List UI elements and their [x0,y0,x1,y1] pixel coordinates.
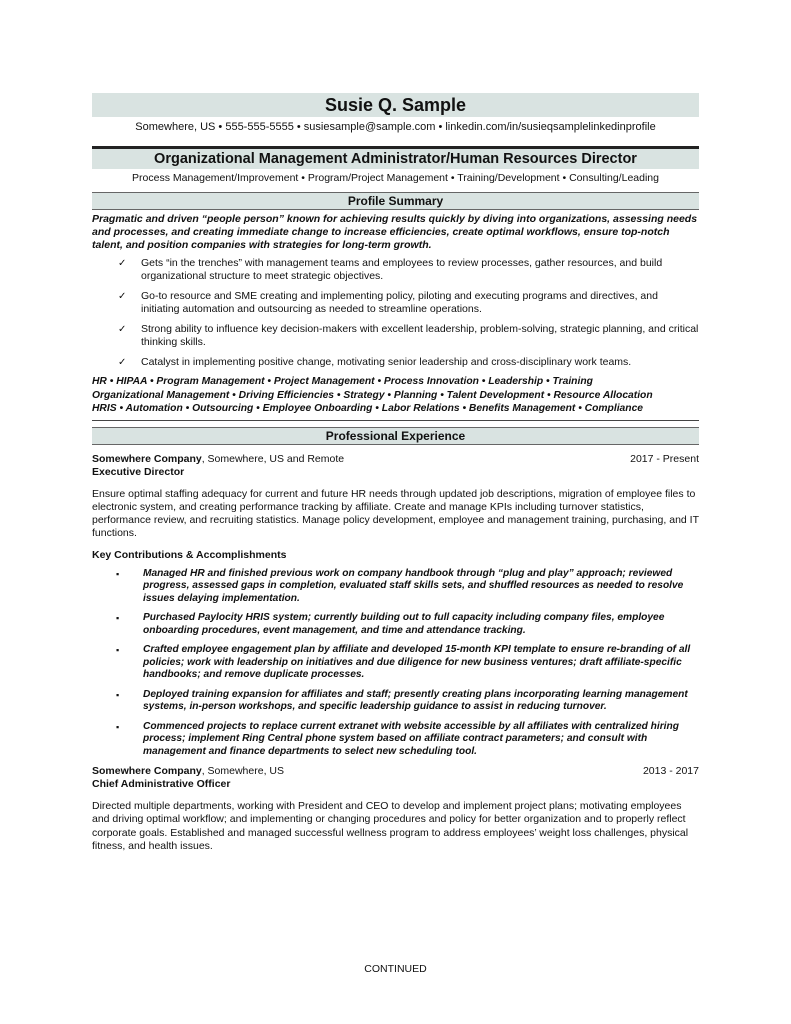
continued-footer: CONTINUED [364,963,427,975]
company-name: Somewhere Company [92,452,202,465]
checkmark-icon: ✓ [118,324,127,335]
highlight-text: Strong ability to influence key decision-makers with excellent leadership, problem-solving, strategic planning, and critical thinking skills. [141,323,699,348]
highlight-text: Gets “in the trenches” with management teams and employees to review processes, gather resources, and build organizational structure to meet strategic objectives. [141,257,663,282]
contact-line: Somewhere, US • 555-555-5555 • susiesample@sample.com • linkedin.com/in/susieqsamplelinkedinprofile [135,121,656,133]
highlight-item [92,257,699,283]
bullet-icon: ▪ [116,645,120,656]
contribution-item [92,568,699,606]
checkmark-icon: ✓ [118,258,127,269]
section-heading-experience: Professional Experience [92,427,699,445]
profile-intro: Pragmatic and driven “people person” known for achieving results quickly by diving into organizations, assessing needs and processes, and creating immediate change to increase efficiencies, create optimal workflows, ensure top-notch talent, and position companies with strategies for long-term growth. [92,213,698,251]
company-location: , Somewhere, US [201,765,284,778]
highlight-text: Go-to resource and SME creating and implementing policy, piloting and executing programs and directives, and initiating automation and outsourcing as needed to streamline operations. [141,290,658,315]
contribution-item [92,721,699,759]
job-header [92,765,699,778]
keyword-line: HRIS • Automation • Outsourcing • Employee Onboarding • Labor Relations • Benefits Management • Compliance [92,403,644,414]
bullet-icon: ▪ [116,568,120,579]
job-header [92,453,699,466]
highlight-item [92,323,699,349]
profile-highlights [92,257,699,369]
contribution-text: Crafted employee engagement plan by affiliate and developed 15-month KPI template to ensure re-branding of all policies; work with leadership on initiatives and due diligence for new business ventures; draft affiliate-specific handbooks; and remove duplicate processes. [143,644,691,681]
candidate-name: Susie Q. Sample [92,93,699,117]
company-name: Somewhere Company [92,765,202,778]
job-description: Ensure optimal staffing adequacy for current and future HR needs through updated job descriptions, migration of employee files to electronic system, and creating performance tracking by affiliate. Create and manage KPIs including turnover statistics, performance review, and recruiting statistics. Manage policy development, employee and management training, purchasing, and IT functions. [92,487,699,540]
contribution-text: Deployed training expansion for affiliates and staff; presently creating plans incorporating learning management systems, in-person workshops, and specific leadership guidance to assist in reducing turnover. [143,688,688,713]
highlight-item [92,356,699,369]
contribution-item [92,612,699,637]
contribution-item [92,644,699,682]
contributions-heading: Key Contributions & Accomplishments [92,548,287,561]
contribution-item [92,689,699,714]
contribution-text: Purchased Paylocity HRIS system; currently building out to full capacity including company files, employee onboarding procedures, event management, and time and attendance tracking. [143,612,665,636]
specialties-line: Process Management/Improvement • Program/Project Management • Training/Development • Consulting/Leading [132,172,659,184]
job-employer [92,453,344,466]
section-heading-profile: Profile Summary [92,192,699,210]
job-title: Executive Director [92,465,185,478]
company-location: , Somewhere, US and Remote [201,452,345,465]
highlight-item [92,290,699,316]
contribution-text: Managed HR and finished previous work on company handbook through “plug and play” approach; reviewed progress, assessed gaps in completion, evaluated staff skills sets, and shuffled resources as needed to resolve issues delaying implementation. [143,567,684,604]
job-dates: 2017 - Present [630,452,699,465]
job-title: Chief Administrative Officer [92,778,231,791]
keyword-line: Organizational Management • Driving Efficiencies • Strategy • Planning • Talent Development • Resource Allocation [92,389,653,401]
job-employer [92,765,284,778]
keyword-line: HR • HIPAA • Program Management • Project Management • Process Innovation • Leadership • Training [92,376,593,387]
section-divider [92,420,699,421]
checkmark-icon: ✓ [118,291,127,302]
bullet-icon: ▪ [116,613,120,624]
job-description: Directed multiple departments, working with President and CEO to develop and implement project plans; motivating employees and driving optimal workflow; and implementing or changing procedures and policy for better organization and to properly reflect corporate goals. Established and managed successful wellness program to address employees’ weight loss challenges, physical fitness, and health issues. [92,800,689,853]
keyword-block [92,375,699,416]
contributions-list [92,568,699,759]
checkmark-icon: ✓ [118,357,127,368]
job-dates: 2013 - 2017 [642,765,699,778]
professional-title: Organizational Management Administrator/Human Resources Director [92,146,699,169]
resume-content [92,93,699,853]
contribution-text: Commenced projects to replace current extranet with website accessible by all affiliates with centralized hiring process; implement Ring Central phone system based on affiliate contract parameters; and consult with management and finance departments to select new scheduling tool. [143,720,679,757]
bullet-icon: ▪ [116,721,120,732]
bullet-icon: ▪ [116,689,120,700]
highlight-text: Catalyst in implementing positive change, motivating senior leadership and cross-disciplinary work teams. [141,356,632,368]
